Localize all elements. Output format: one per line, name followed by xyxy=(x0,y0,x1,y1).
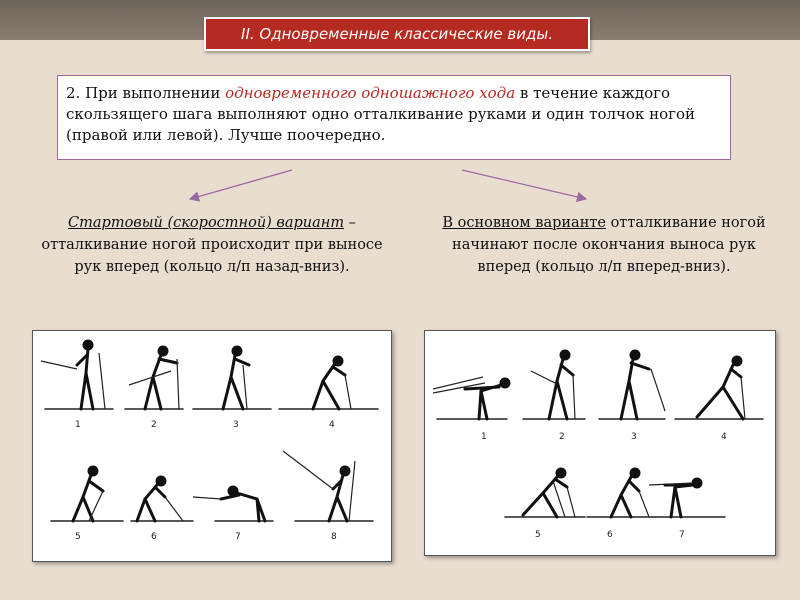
right-caption xyxy=(428,212,780,278)
right-fig-num-6: 6 xyxy=(607,530,613,540)
left-fig-num-1: 1 xyxy=(75,420,81,430)
right-caption-heading: В основном варианте xyxy=(442,215,606,231)
left-fig-num-2: 2 xyxy=(151,420,157,430)
slide-title-box xyxy=(204,17,590,51)
left-fig-num-8: 8 xyxy=(331,532,337,542)
right-fig-num-1: 1 xyxy=(481,432,487,442)
right-fig-num-4: 4 xyxy=(721,432,727,442)
left-caption xyxy=(28,212,396,278)
right-technique-figure xyxy=(424,330,776,556)
right-fig-num-3: 3 xyxy=(631,432,637,442)
left-caption-body: – отталкивание ногой происходит при выносе рук вперед (кольцо л/п назад-вниз). xyxy=(41,215,383,275)
rule-text-box xyxy=(57,75,731,160)
slide-title: II. Одновременные классические виды. xyxy=(241,25,553,43)
rule-highlight: одновременного одношажного хода xyxy=(225,84,516,102)
right-caption-body: отталкивание ногой начинают после окончания выноса рук вперед (кольцо л/п вперед-вниз). xyxy=(452,215,766,275)
right-fig-num-2: 2 xyxy=(559,432,565,442)
skier-sequence-left xyxy=(33,331,391,561)
left-fig-num-6: 6 xyxy=(151,532,157,542)
arrow-left xyxy=(190,170,292,199)
rule-suffix: в течение каждого скользящего шага выполняют одно отталкивание руками и один толчок ногой (правой или левой). Лучше поочередно. xyxy=(66,84,696,144)
skier-sequence-right xyxy=(425,331,775,555)
arrow-right xyxy=(462,170,586,199)
rule-prefix: 2. При выполнении xyxy=(66,84,226,102)
left-caption-heading: Стартовый (скоростной) вариант xyxy=(68,215,345,231)
left-fig-num-3: 3 xyxy=(233,420,239,430)
left-technique-figure xyxy=(32,330,392,562)
left-fig-num-7: 7 xyxy=(235,532,241,542)
right-fig-num-7: 7 xyxy=(679,530,685,540)
left-fig-num-4: 4 xyxy=(329,420,335,430)
right-fig-num-5: 5 xyxy=(535,530,541,540)
left-fig-num-5: 5 xyxy=(75,532,81,542)
